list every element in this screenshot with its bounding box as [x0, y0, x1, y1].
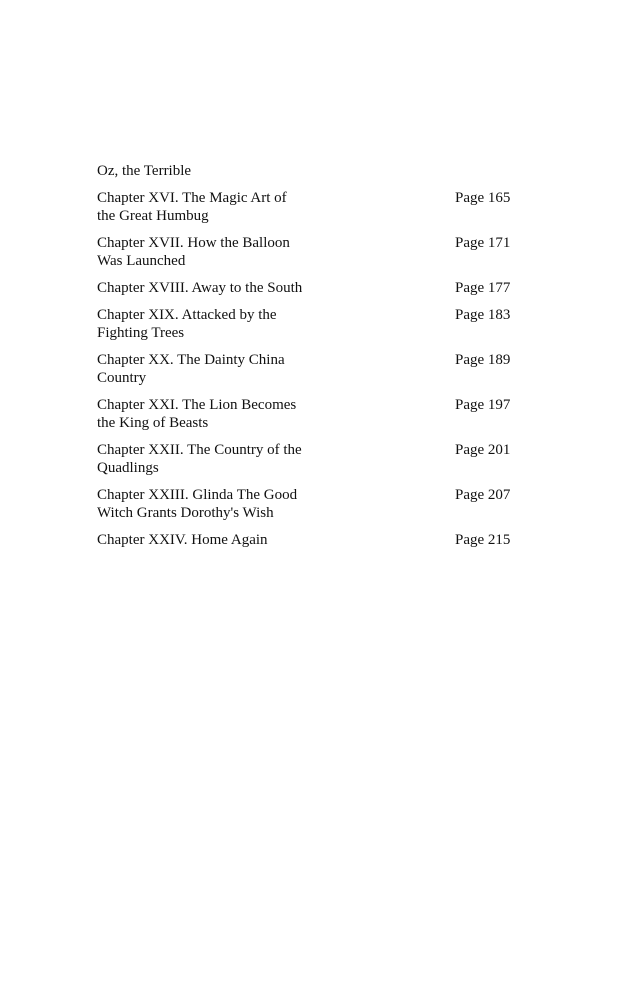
page-number: Page 197 — [455, 397, 511, 413]
chapter-title: Chapter XXIV. Home Again — [97, 532, 268, 548]
chapter-title: Chapter XXI. The Lion Becomes the King of Beasts — [97, 397, 297, 431]
page-number: Page 207 — [455, 487, 511, 503]
toc-entry[interactable] — [97, 396, 537, 432]
toc-entry[interactable] — [97, 234, 537, 270]
chapter-title: Chapter XVIII. Away to the South — [97, 280, 303, 296]
toc-entry[interactable] — [97, 189, 537, 225]
toc-entry[interactable] — [97, 531, 537, 549]
page-number: Page 165 — [455, 190, 511, 206]
chapter-title: Chapter XXII. The Country of the Quadlings — [97, 442, 302, 476]
page-number: Page 171 — [455, 235, 511, 251]
page-number: Page 189 — [455, 352, 511, 368]
chapter-title: Chapter XVI. The Magic Art of the Great Humbug — [97, 190, 287, 224]
page-number: Page 201 — [455, 442, 511, 458]
chapter-title: Chapter XVII. How the Balloon Was Launched — [97, 235, 290, 269]
toc-entry[interactable] — [97, 441, 537, 477]
toc-entry[interactable] — [97, 306, 537, 342]
toc-entry[interactable] — [97, 486, 537, 522]
page-number: Page 215 — [455, 532, 511, 548]
toc-entry[interactable] — [97, 351, 537, 387]
continued-entry-text: Oz, the Terrible — [97, 163, 192, 179]
chapter-title: Chapter XX. The Dainty China Country — [97, 352, 285, 386]
chapter-title: Chapter XXIII. Glinda The Good Witch Grants Dorothy's Wish — [97, 487, 298, 521]
page-number: Page 177 — [455, 280, 511, 296]
toc-entry[interactable] — [97, 279, 537, 297]
chapter-title: Chapter XIX. Attacked by the Fighting Trees — [97, 307, 277, 341]
page-number: Page 183 — [455, 307, 511, 323]
table-of-contents — [97, 162, 537, 558]
